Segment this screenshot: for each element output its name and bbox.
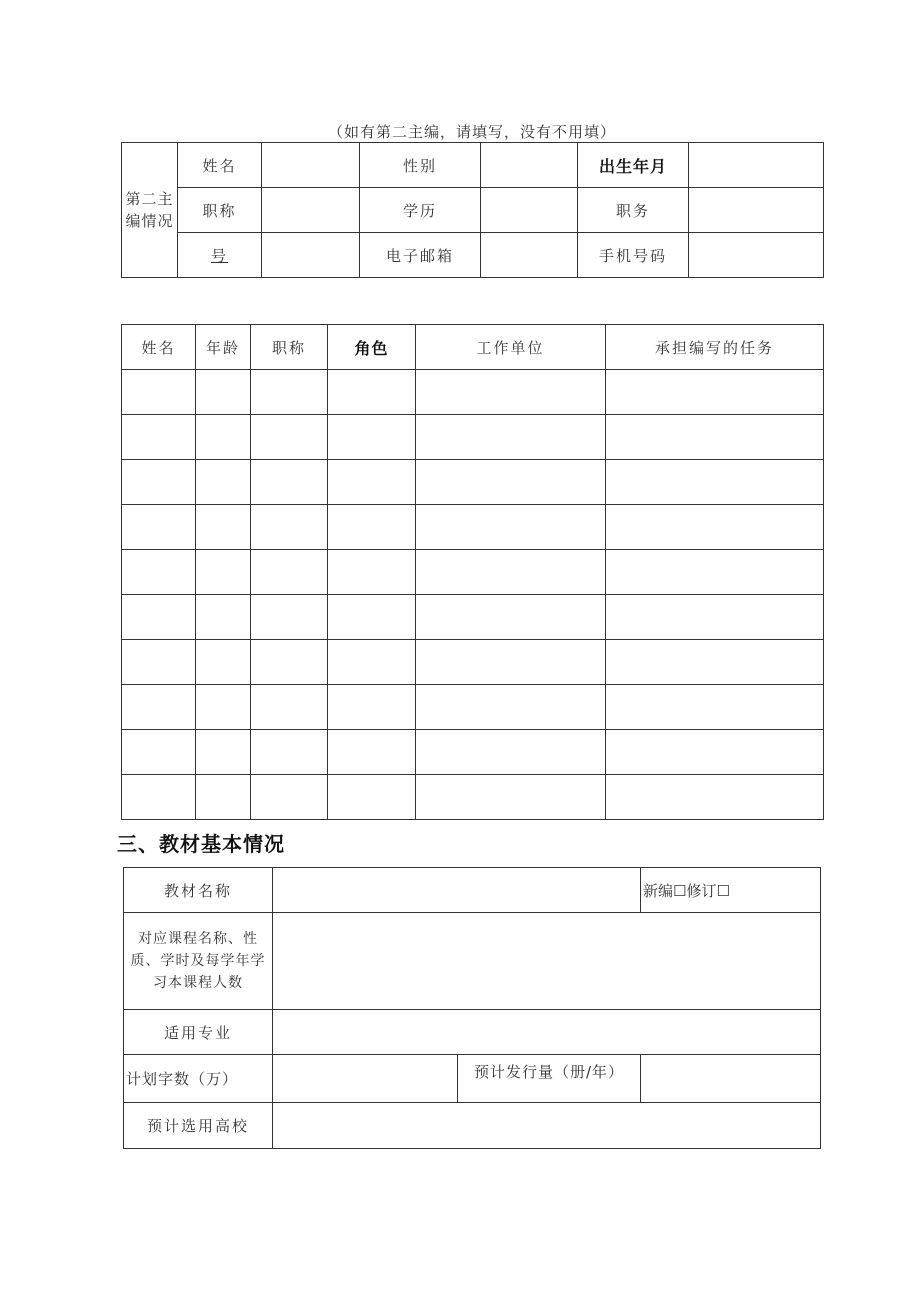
table-cell[interactable] [328,640,416,685]
table-row [122,460,824,505]
table-cell[interactable] [416,460,606,505]
table-row [122,640,824,685]
number-value[interactable] [262,233,360,278]
header-name: 姓名 [122,325,196,370]
table-cell[interactable] [328,775,416,820]
second-editor-table [121,142,824,278]
major-label: 适用专业 [124,1010,273,1055]
table-cell[interactable] [416,370,606,415]
table-cell[interactable] [196,730,251,775]
table-cell[interactable] [606,460,824,505]
position-value[interactable] [689,188,824,233]
table-cell[interactable] [606,730,824,775]
table-cell[interactable] [328,730,416,775]
table-cell[interactable] [328,550,416,595]
header-task: 承担编写的任务 [606,325,824,370]
header-workplace: 工作单位 [416,325,606,370]
table-cell[interactable] [196,685,251,730]
table-cell[interactable] [606,775,824,820]
table-cell[interactable] [328,460,416,505]
birth-label: 出生年月 [578,143,689,188]
table-cell[interactable] [606,370,824,415]
table-cell[interactable] [328,595,416,640]
word-count-value[interactable] [273,1055,458,1103]
table-cell[interactable] [251,370,328,415]
table-row [122,595,824,640]
table-cell[interactable] [196,415,251,460]
table-cell[interactable] [416,685,606,730]
table-cell[interactable] [606,685,824,730]
new-revise-checkboxes[interactable]: 新编☐修订☐ [641,868,821,913]
word-count-label: 计划字数（万） [124,1055,273,1103]
header-title: 职称 [251,325,328,370]
second-editor-note: （如有第二主编，请填写，没有不用填） [327,123,616,141]
second-editor-section-label: 第二主编情况 [122,143,178,278]
header-age: 年龄 [196,325,251,370]
header-role: 角色 [328,325,416,370]
table-row [122,505,824,550]
table-cell[interactable] [122,685,196,730]
table-cell[interactable] [196,595,251,640]
title-label: 职称 [178,188,262,233]
table-cell[interactable] [251,595,328,640]
table-cell[interactable] [251,505,328,550]
education-label: 学历 [360,188,481,233]
universities-label: 预计选用高校 [124,1103,273,1149]
table-cell[interactable] [122,460,196,505]
circulation-value[interactable] [641,1055,821,1103]
universities-value[interactable] [273,1103,821,1149]
table-cell[interactable] [606,415,824,460]
members-header-row [122,325,824,370]
table-cell[interactable] [251,685,328,730]
table-cell[interactable] [251,640,328,685]
position-label: 职务 [578,188,689,233]
table-cell[interactable] [606,550,824,595]
phone-value[interactable] [689,233,824,278]
education-value[interactable] [481,188,578,233]
table-cell[interactable] [251,730,328,775]
table-cell[interactable] [416,730,606,775]
table-cell[interactable] [196,370,251,415]
course-info-value[interactable] [273,913,821,1010]
table-cell[interactable] [328,505,416,550]
name-label: 姓名 [178,143,262,188]
section-3-title: 三、教材基本情况 [117,832,285,856]
gender-value[interactable] [481,143,578,188]
gender-label: 性别 [360,143,481,188]
table-cell[interactable] [251,775,328,820]
title-value[interactable] [262,188,360,233]
table-cell[interactable] [416,640,606,685]
table-cell[interactable] [416,415,606,460]
table-cell[interactable] [251,550,328,595]
table-row [122,370,824,415]
table-cell[interactable] [122,505,196,550]
name-value[interactable] [262,143,360,188]
table-row [122,730,824,775]
table-cell[interactable] [606,505,824,550]
table-cell[interactable] [416,775,606,820]
table-cell[interactable] [606,640,824,685]
table-cell[interactable] [196,550,251,595]
table-cell[interactable] [196,640,251,685]
number-label [178,233,262,278]
table-cell[interactable] [606,595,824,640]
table-cell[interactable] [122,595,196,640]
textbook-info-table [123,867,821,1149]
table-cell[interactable] [122,775,196,820]
table-cell[interactable] [416,595,606,640]
phone-label: 手机号码 [578,233,689,278]
table-row [122,550,824,595]
table-cell[interactable] [196,505,251,550]
course-info-label: 对应课程名称、性质、学时及每学年学习本课程人数 [124,913,273,1010]
table-cell[interactable] [122,730,196,775]
table-cell[interactable] [122,640,196,685]
number-label-text: 号 [210,246,228,265]
members-table [121,324,824,820]
table-cell[interactable] [328,370,416,415]
table-cell[interactable] [196,460,251,505]
table-row [122,415,824,460]
table-cell[interactable] [416,505,606,550]
textbook-name-label: 教材名称 [124,868,273,913]
table-cell[interactable] [328,415,416,460]
table-row [122,775,824,820]
table-cell[interactable] [122,415,196,460]
table-row [122,685,824,730]
email-label: 电子邮箱 [360,233,481,278]
table-cell[interactable] [328,685,416,730]
textbook-name-value[interactable] [273,868,641,913]
major-value[interactable] [273,1010,821,1055]
table-cell[interactable] [251,415,328,460]
email-value[interactable] [481,233,578,278]
table-cell[interactable] [122,370,196,415]
table-cell[interactable] [196,775,251,820]
table-cell[interactable] [416,550,606,595]
circulation-label: 预计发行量（册/年） [458,1055,641,1103]
birth-value[interactable] [689,143,824,188]
table-cell[interactable] [122,550,196,595]
table-cell[interactable] [251,460,328,505]
